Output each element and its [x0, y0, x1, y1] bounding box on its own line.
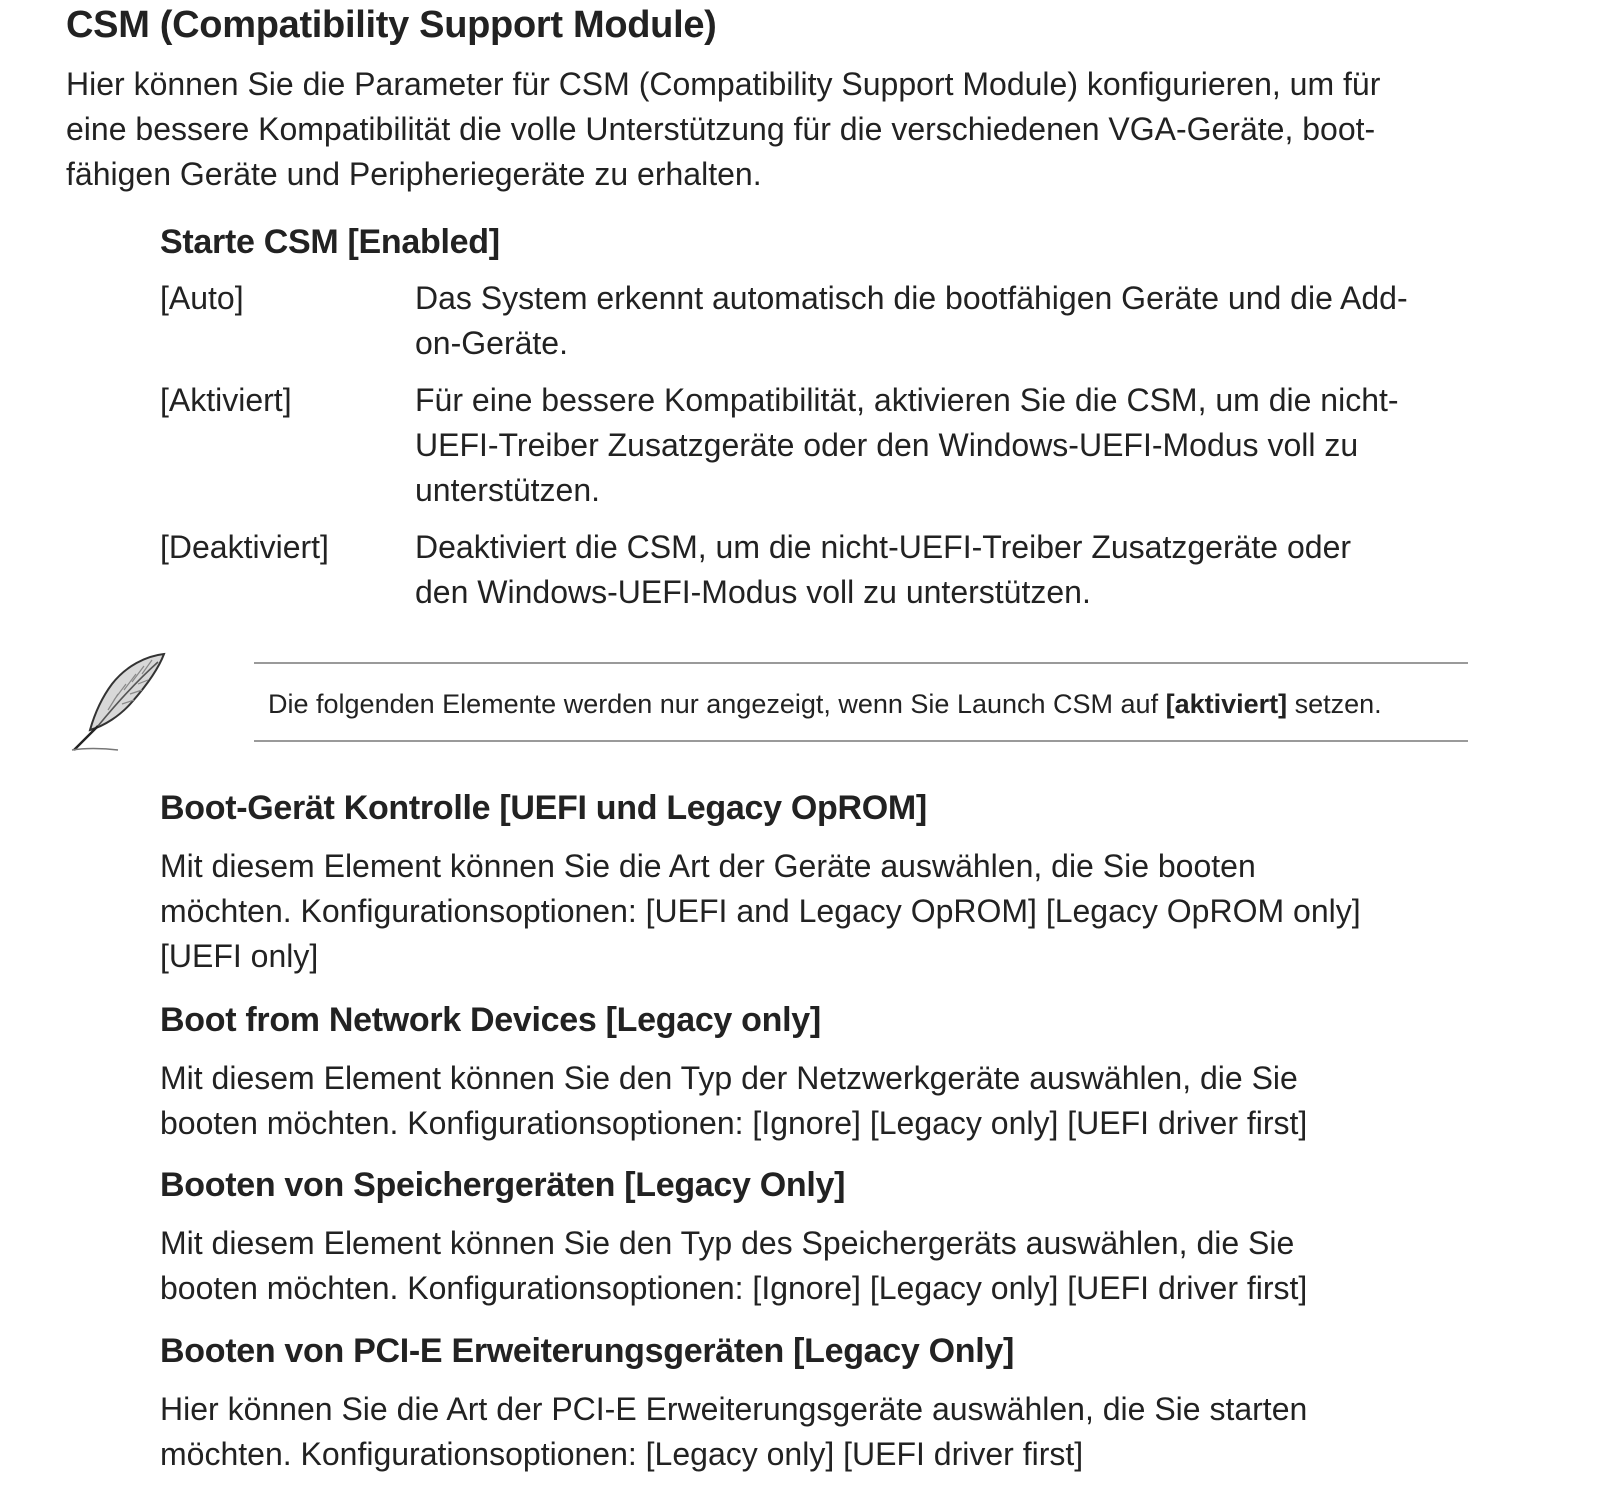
- intro-line: Hier können Sie die Parameter für CSM (Compatibility Support Module) konfigurieren, um für: [66, 66, 1381, 102]
- option-aktiviert-desc: [415, 378, 1399, 513]
- item-heading: Booten von Speichergeräten [Legacy Only]: [160, 1166, 846, 1204]
- option-auto-term: [Auto]: [160, 280, 244, 316]
- note-text: [268, 684, 1382, 724]
- item-heading: Boot from Network Devices [Legacy only]: [160, 1001, 821, 1039]
- item-line: [UEFI only]: [160, 938, 319, 974]
- note-text-before: Die folgenden Elemente werden nur angezeigt, wenn Sie Launch CSM auf: [268, 689, 1166, 719]
- launch-csm-heading: Starte CSM [Enabled]: [160, 223, 500, 261]
- item-description: [160, 1056, 1307, 1146]
- option-desc-line: den Windows-UEFI-Modus voll zu unterstützen.: [415, 574, 1091, 610]
- option-deaktiviert-term: [Deaktiviert]: [160, 529, 329, 565]
- item-line: möchten. Konfigurationsoptionen: [Legacy only] [UEFI driver first]: [160, 1436, 1084, 1472]
- intro-line: eine bessere Kompatibilität die volle Unterstützung für die verschiedenen VGA-Geräte, boot-: [66, 111, 1376, 147]
- option-desc-line: Für eine bessere Kompatibilität, aktivieren Sie die CSM, um die nicht-: [415, 382, 1399, 418]
- item-line: Mit diesem Element können Sie die Art der Geräte auswählen, die Sie booten: [160, 848, 1256, 884]
- item-line: Hier können Sie die Art der PCI-E Erweiterungsgeräte auswählen, die Sie starten: [160, 1391, 1308, 1427]
- option-deaktiviert-desc: [415, 525, 1351, 615]
- note-text-after: setzen.: [1287, 689, 1382, 719]
- item-line: Mit diesem Element können Sie den Typ des Speichergeräts auswählen, die Sie: [160, 1225, 1295, 1261]
- option-desc-line: Deaktiviert die CSM, um die nicht-UEFI-Treiber Zusatzgeräte oder: [415, 529, 1352, 565]
- item-heading: Boot-Gerät Kontrolle [UEFI und Legacy OpROM]: [160, 789, 927, 827]
- option-aktiviert-term: [Aktiviert]: [160, 382, 292, 418]
- item-description: [160, 1221, 1307, 1311]
- option-auto-desc: [415, 276, 1408, 366]
- option-desc-line: unterstützen.: [415, 472, 600, 508]
- item-line: möchten. Konfigurationsoptionen: [UEFI and Legacy OpROM] [Legacy OpROM only]: [160, 893, 1361, 929]
- item-description: [160, 1387, 1307, 1477]
- option-desc-line: on-Geräte.: [415, 325, 568, 361]
- note-top-rule: [254, 662, 1468, 664]
- section-title: CSM (Compatibility Support Module): [66, 4, 717, 46]
- option-desc-line: UEFI-Treiber Zusatzgeräte oder den Windows-UEFI-Modus voll zu: [415, 427, 1359, 463]
- feather-quill-icon: [68, 650, 172, 754]
- note-text-bold: [aktiviert]: [1165, 689, 1288, 719]
- item-description: [160, 844, 1361, 979]
- section-intro: [66, 62, 1486, 197]
- option-desc-line: Das System erkennt automatisch die bootfähigen Geräte und die Add-: [415, 280, 1408, 316]
- item-line: booten möchten. Konfigurationsoptionen: [Ignore] [Legacy only] [UEFI driver first]: [160, 1105, 1308, 1141]
- intro-line: fähigen Geräte und Peripheriegeräte zu erhalten.: [66, 156, 762, 192]
- note-bottom-rule: [254, 740, 1468, 742]
- item-line: Mit diesem Element können Sie den Typ der Netzwerkgeräte auswählen, die Sie: [160, 1060, 1298, 1096]
- item-line: booten möchten. Konfigurationsoptionen: [Ignore] [Legacy only] [UEFI driver first]: [160, 1270, 1308, 1306]
- item-heading: Booten von PCI-E Erweiterungsgeräten [Legacy Only]: [160, 1332, 1015, 1370]
